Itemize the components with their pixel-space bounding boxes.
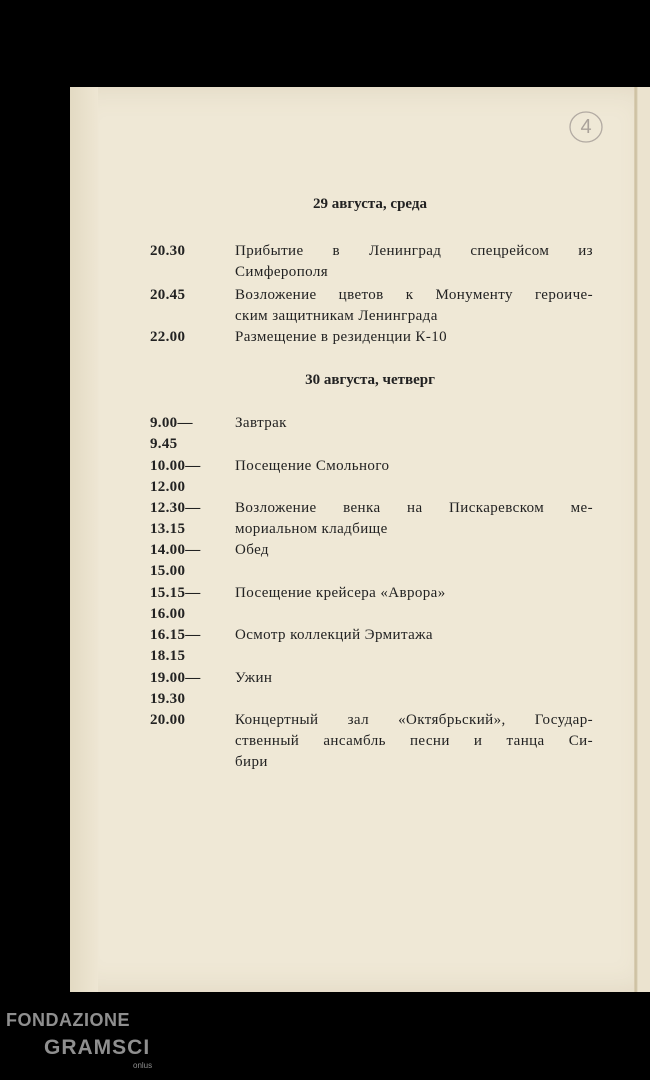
- page-fold-right: [634, 87, 638, 992]
- fondazione-gramsci-logo: FONDAZIONE GRAMSCI onlus: [6, 1010, 153, 1070]
- item-description: Завтрак: [235, 415, 287, 431]
- item-time: 20.00: [150, 712, 186, 728]
- item-time: 9.00— 9.45: [150, 415, 193, 452]
- handwritten-page-number: 4: [568, 109, 604, 145]
- item-description: Посещение крейсера «Аврора»: [235, 585, 446, 601]
- item-time: 12.30— 13.15: [150, 500, 201, 537]
- item-description: Ужин: [235, 670, 273, 686]
- item-time: 19.00— 19.30: [150, 670, 201, 707]
- item-time: 20.45: [150, 287, 186, 303]
- item-description: Возложение цветов к Монументу героиче- ским защитникам Ленинграда: [235, 287, 593, 324]
- item-description: Прибытие в Ленинград спецрейсом из Симферополя: [235, 243, 593, 280]
- section-heading-aug-30: 30 августа, четверг: [305, 372, 435, 388]
- item-time: 22.00: [150, 329, 186, 345]
- circle-mark-icon: [568, 109, 604, 145]
- item-time: 20.30: [150, 243, 186, 259]
- item-description: Посещение Смольного: [235, 458, 390, 474]
- item-description: Концертный зал «Октябрьский», Государ- ственный ансамбль песни и танца Си- бири: [235, 712, 593, 770]
- item-time: 16.15— 18.15: [150, 627, 201, 664]
- item-description: Возложение венка на Пискаревском ме- мориальном кладбище: [235, 500, 593, 537]
- page-fold-left: [70, 87, 98, 992]
- section-heading-aug-29: 29 августа, среда: [313, 196, 427, 212]
- item-time: 10.00— 12.00: [150, 458, 201, 495]
- page-edge-right: [638, 87, 650, 992]
- item-time: 14.00— 15.00: [150, 542, 201, 579]
- item-description: Осмотр коллекций Эрмитажа: [235, 627, 433, 643]
- item-description: Размещение в резиденции К-10: [235, 329, 448, 345]
- item-time: 15.15— 16.00: [150, 585, 201, 622]
- item-description: Обед: [235, 542, 269, 558]
